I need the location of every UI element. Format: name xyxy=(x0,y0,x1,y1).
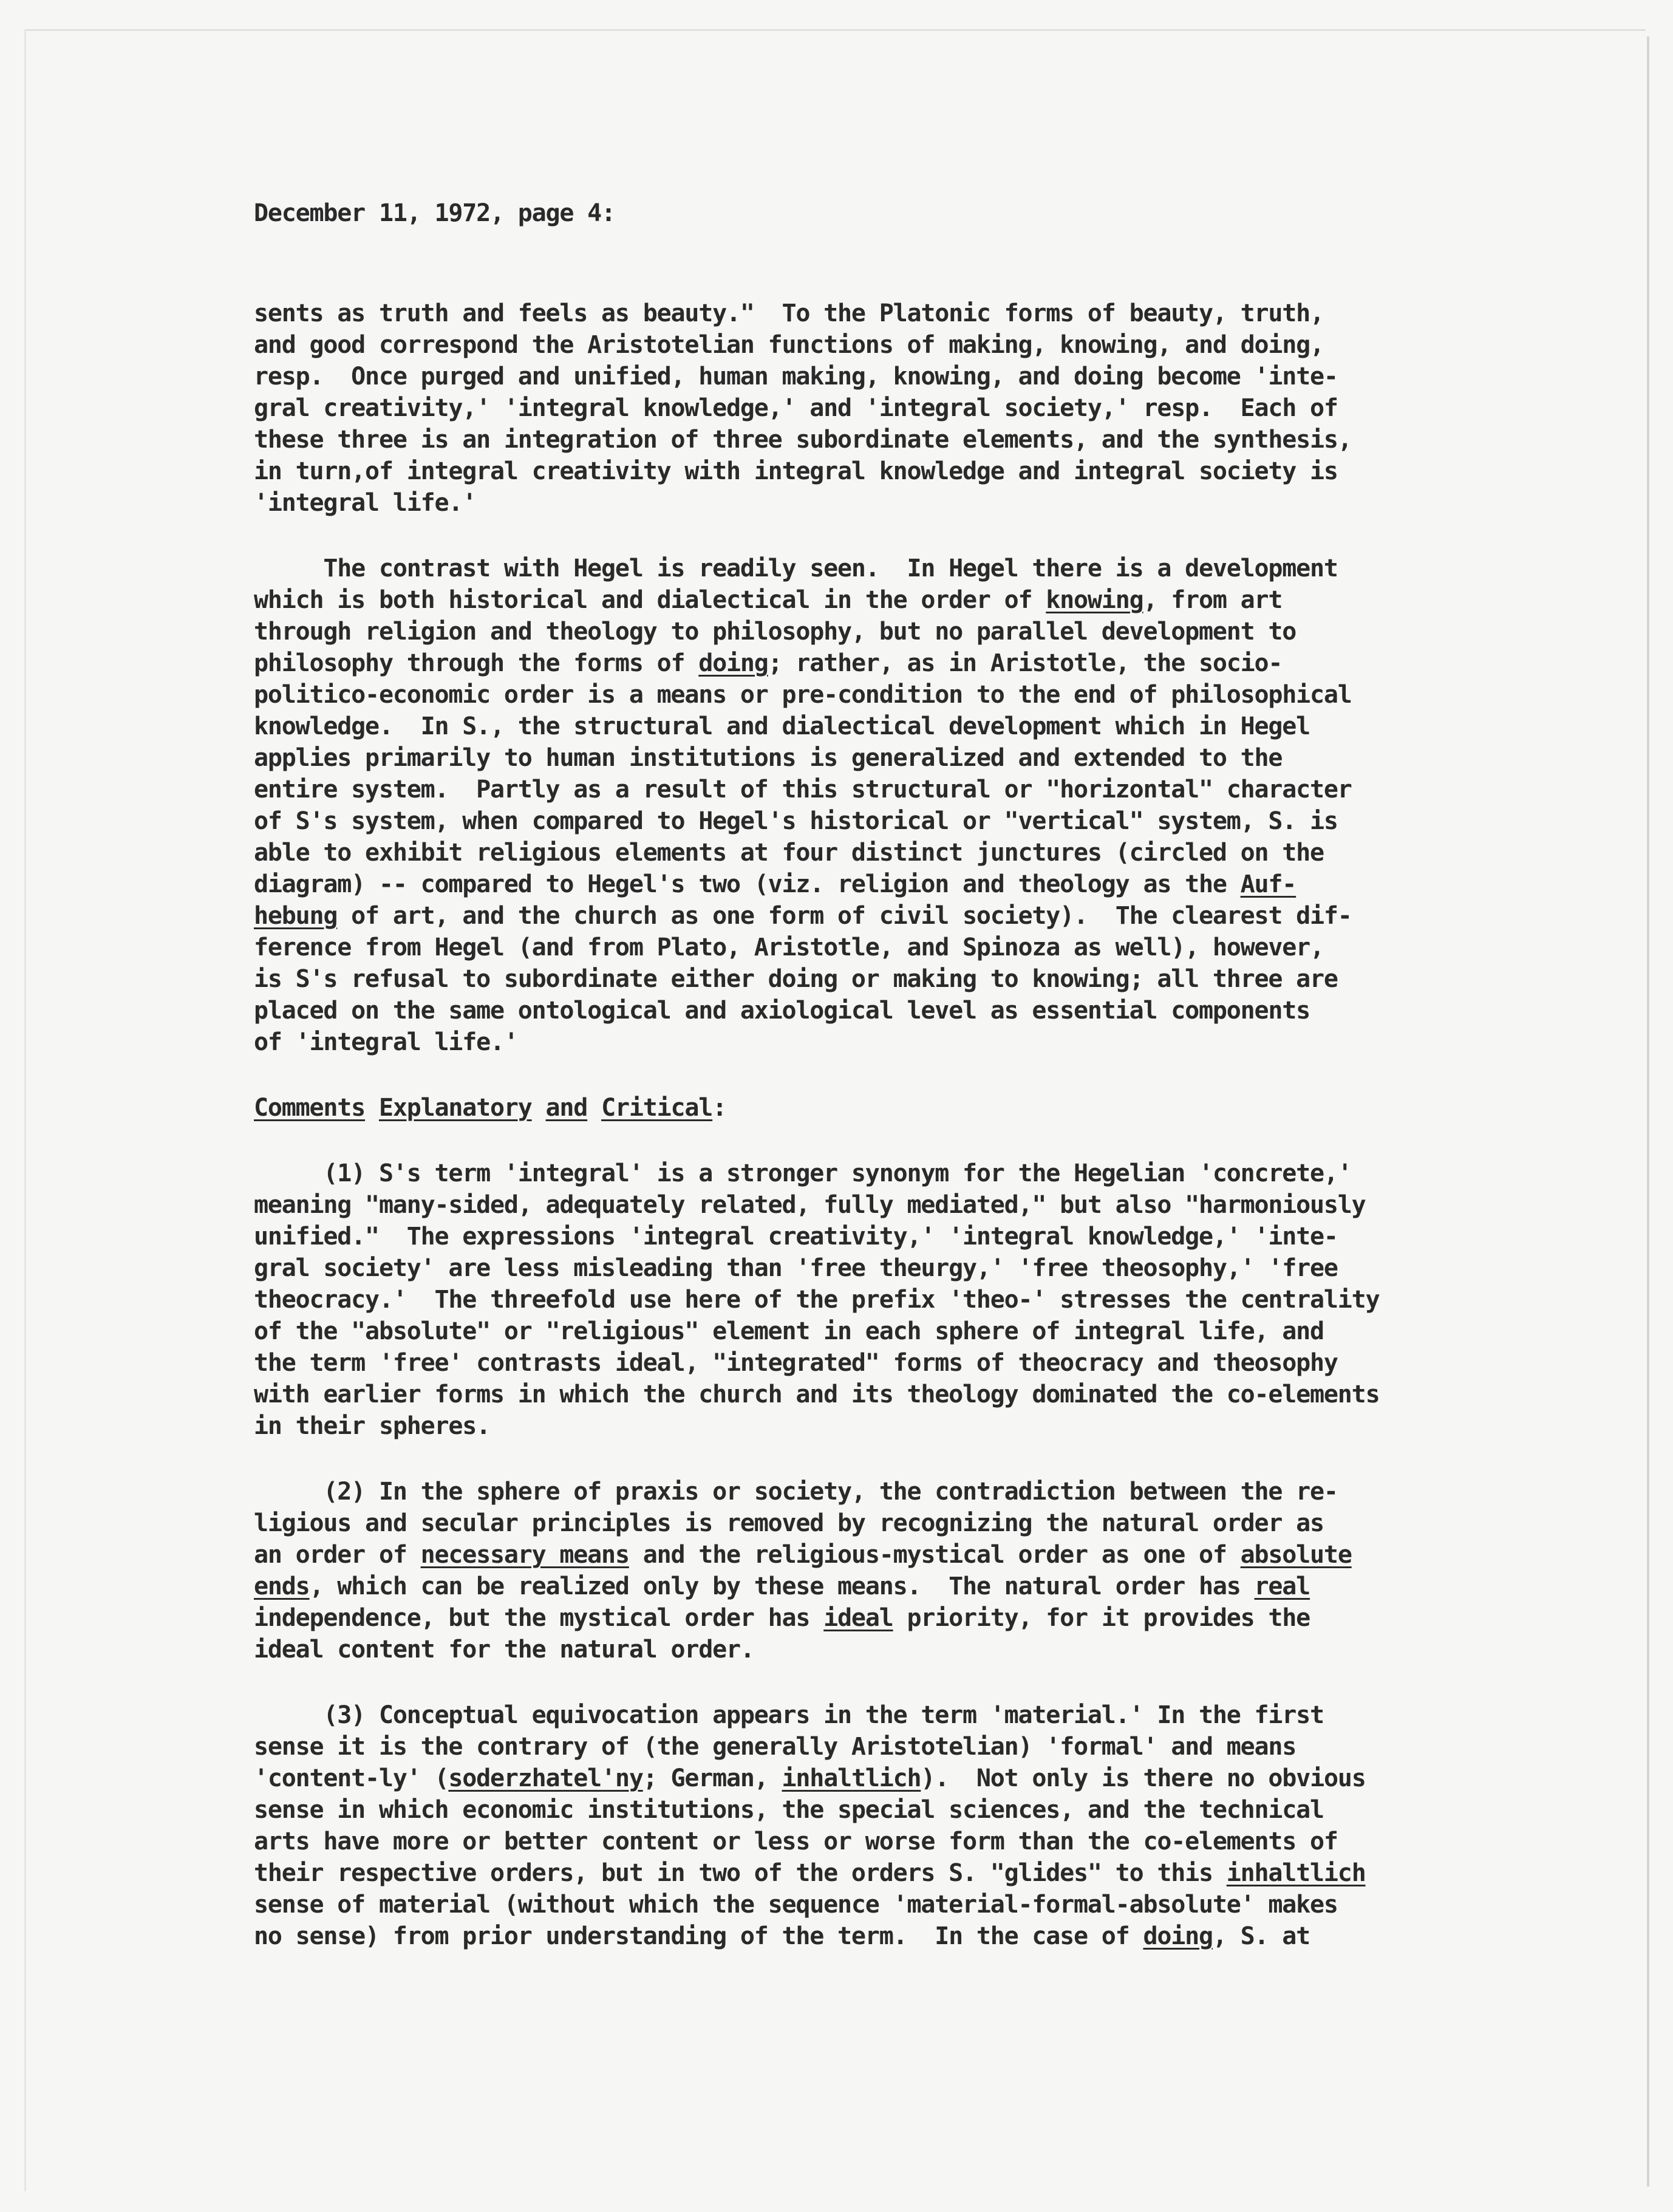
text-run: sense it is the contrary of (the generally Aristotelian) 'formal' and means xyxy=(254,1733,1296,1761)
underlined-text: ideal xyxy=(823,1604,893,1632)
text-line xyxy=(254,1699,1553,1731)
underlined-text: ends xyxy=(254,1572,310,1600)
text-line xyxy=(254,742,1553,774)
text-run: these three is an integration of three subordinate elements, and the synthesis, xyxy=(254,426,1352,454)
text-run: priority, for it provides the xyxy=(893,1604,1310,1632)
text-run: is S's refusal to subordinate either doing or making to knowing; all three are xyxy=(254,965,1338,993)
text-line xyxy=(254,995,1553,1026)
text-run: gral society' are less misleading than 'free theurgy,' 'free theosophy,' 'free xyxy=(254,1254,1338,1282)
text-run: no sense) from prior understanding of the term. In the case of xyxy=(254,1922,1143,1950)
underlined-text: doing xyxy=(698,649,768,677)
text-line xyxy=(254,1379,1553,1410)
text-run: able to exhibit religious elements at four distinct junctures (circled on the xyxy=(254,839,1324,867)
text-line xyxy=(254,329,1553,361)
page-edge-left xyxy=(24,29,26,2191)
text-run: (1) S's term 'integral' is a stronger synonym for the Hegelian 'concrete,' xyxy=(254,1159,1352,1187)
underlined-text: inhaltlich xyxy=(1226,1859,1366,1887)
text-run: and the religious-mystical order as one of xyxy=(629,1541,1241,1569)
text-run: (3) Conceptual equivocation appears in the term 'material.' In the first xyxy=(254,1701,1324,1729)
text-line xyxy=(254,900,1553,932)
text-line xyxy=(254,361,1553,392)
text-line xyxy=(254,1634,1553,1665)
underlined-text: hebung xyxy=(254,902,338,930)
text-line xyxy=(254,1026,1553,1058)
text-line xyxy=(254,1920,1553,1952)
text-run: an order of xyxy=(254,1541,421,1569)
text-line xyxy=(254,932,1553,963)
text-run: philosophy through the forms of xyxy=(254,649,699,677)
text-run: in turn,of integral creativity with integral knowledge and integral society is xyxy=(254,457,1338,485)
text-run: independence, but the mystical order has xyxy=(254,1604,824,1632)
paragraph xyxy=(254,298,1553,519)
text-run: sense of material (without which the sequence 'material-formal-absolute' makes xyxy=(254,1891,1338,1919)
underlined-text: doing xyxy=(1143,1922,1213,1950)
text-run: ideal content for the natural order. xyxy=(254,1636,754,1664)
text-line xyxy=(254,487,1553,519)
text-line xyxy=(254,424,1553,456)
text-line xyxy=(254,1794,1553,1826)
text-run: 'integral life.' xyxy=(254,489,477,517)
text-run: ; German, xyxy=(642,1764,782,1792)
underlined-text: soderzhatel'ny xyxy=(448,1764,643,1792)
text-line xyxy=(254,456,1553,487)
text-line xyxy=(254,1252,1553,1284)
text-line xyxy=(254,1826,1553,1857)
text-run: of 'integral life.' xyxy=(254,1028,518,1056)
text-run: and good correspond the Aristotelian functions of making, knowing, and doing, xyxy=(254,331,1324,359)
underlined-text: Critical xyxy=(601,1094,713,1122)
text-run: of art, and the church as one form of civil society). The clearest dif- xyxy=(337,902,1352,930)
paragraph xyxy=(254,553,1553,1058)
paragraph xyxy=(254,1158,1553,1442)
text-line xyxy=(254,1476,1553,1507)
underlined-text: Comments xyxy=(254,1094,366,1122)
page-edge-top xyxy=(24,29,1646,31)
text-line xyxy=(254,647,1553,679)
text-run: placed on the same ontological and axiological level as essential components xyxy=(254,997,1310,1025)
text-line xyxy=(254,298,1553,329)
text-run: arts have more or better content or less or worse form than the co-elements of xyxy=(254,1828,1338,1855)
text-run xyxy=(587,1094,601,1122)
page-header: December 11, 1972, page 4: xyxy=(254,199,615,227)
text-run: , which can be realized only by these means. The natural order has xyxy=(309,1572,1255,1600)
text-run: of the "absolute" or "religious" element in each sphere of integral life, and xyxy=(254,1317,1324,1345)
text-run xyxy=(365,1094,379,1122)
text-run: sents as truth and feels as beauty." To the Platonic forms of beauty, truth, xyxy=(254,299,1324,327)
text-run: in their spheres. xyxy=(254,1412,490,1440)
text-run: unified." The expressions 'integral creativity,' 'integral knowledge,' 'inte- xyxy=(254,1223,1338,1251)
text-line xyxy=(254,711,1553,742)
paragraph-gap xyxy=(254,519,1553,553)
text-run xyxy=(532,1094,546,1122)
paragraph-gap xyxy=(254,1124,1553,1158)
text-line xyxy=(254,1571,1553,1602)
text-run: : xyxy=(712,1094,727,1122)
paragraph-gap xyxy=(254,1442,1553,1476)
text-run: ference from Hegel (and from Plato, Aristotle, and Spinoza as well), however, xyxy=(254,934,1324,961)
underlined-text: real xyxy=(1254,1572,1310,1600)
text-line xyxy=(254,1602,1553,1634)
document-body xyxy=(254,298,1553,1952)
text-run: entire system. Partly as a result of this structural or "horizontal" character xyxy=(254,776,1352,804)
text-line xyxy=(254,1507,1553,1539)
text-line xyxy=(254,679,1553,711)
text-line xyxy=(254,616,1553,647)
paragraph xyxy=(254,1699,1553,1952)
text-line xyxy=(254,1731,1553,1763)
text-line xyxy=(254,1857,1553,1889)
text-run: their respective orders, but in two of the orders S. "glides" to this xyxy=(254,1859,1227,1887)
text-line xyxy=(254,1284,1553,1316)
text-run: , S. at xyxy=(1212,1922,1310,1950)
paragraph-gap xyxy=(254,1058,1553,1092)
text-run: resp. Once purged and unified, human making, knowing, and doing become 'inte- xyxy=(254,363,1338,391)
text-line xyxy=(254,774,1553,805)
text-run: the term 'free' contrasts ideal, "integrated" forms of theocracy and theosophy xyxy=(254,1349,1338,1377)
text-line xyxy=(254,392,1553,424)
text-line xyxy=(254,1410,1553,1442)
text-run: of S's system, when compared to Hegel's historical or "vertical" system, S. is xyxy=(254,807,1338,835)
text-line xyxy=(254,1158,1553,1189)
text-line xyxy=(254,869,1553,900)
text-run: ). Not only is there no obvious xyxy=(921,1764,1366,1792)
text-line xyxy=(254,553,1553,584)
text-line xyxy=(254,1189,1553,1221)
text-run: sense in which economic institutions, the special sciences, and the technical xyxy=(254,1796,1324,1824)
text-run: theocracy.' The threefold use here of the prefix 'theo-' stresses the centrality xyxy=(254,1286,1380,1314)
underlined-text: inhaltlich xyxy=(782,1764,921,1792)
text-run: gral creativity,' 'integral knowledge,' and 'integral society,' resp. Each of xyxy=(254,394,1338,422)
text-line xyxy=(254,1221,1553,1252)
page-edge-right xyxy=(1647,36,1649,2186)
underlined-text: knowing xyxy=(1046,586,1143,614)
text-run: , from art xyxy=(1143,586,1283,614)
text-line xyxy=(254,1092,1553,1124)
text-line xyxy=(254,805,1553,837)
paragraph xyxy=(254,1476,1553,1665)
underlined-text: Auf- xyxy=(1240,870,1296,898)
text-run: knowledge. In S., the structural and dialectical development which in Hegel xyxy=(254,712,1310,740)
text-run: with earlier forms in which the church and its theology dominated the co-elements xyxy=(254,1381,1380,1408)
underlined-text: and xyxy=(545,1094,588,1122)
text-line xyxy=(254,1763,1553,1794)
text-line xyxy=(254,837,1553,869)
text-run: applies primarily to human institutions is generalized and extended to the xyxy=(254,744,1283,772)
text-line xyxy=(254,1316,1553,1347)
text-run: 'content-ly' ( xyxy=(254,1764,449,1792)
paragraph-gap xyxy=(254,1665,1553,1699)
text-run: ligious and secular principles is removed by recognizing the natural order as xyxy=(254,1509,1324,1537)
text-line xyxy=(254,1889,1553,1920)
underlined-text: absolute xyxy=(1240,1541,1352,1569)
text-line xyxy=(254,963,1553,995)
text-run: The contrast with Hegel is readily seen. In Hegel there is a development xyxy=(254,555,1338,582)
underlined-text: necessary means xyxy=(420,1541,629,1569)
section-heading xyxy=(254,1092,1553,1124)
text-run: meaning "many-sided, adequately related, fully mediated," but also "harmoniously xyxy=(254,1191,1366,1219)
text-run: diagram) -- compared to Hegel's two (viz. religion and theology as the xyxy=(254,870,1241,898)
text-line xyxy=(254,584,1553,616)
text-run: ; rather, as in Aristotle, the socio- xyxy=(768,649,1283,677)
text-run: politico-economic order is a means or pre-condition to the end of philosophical xyxy=(254,681,1352,709)
text-line xyxy=(254,1539,1553,1571)
text-line xyxy=(254,1347,1553,1379)
text-run: (2) In the sphere of praxis or society, the contradiction between the re- xyxy=(254,1478,1338,1506)
text-run: through religion and theology to philosophy, but no parallel development to xyxy=(254,618,1296,646)
underlined-text: Explanatory xyxy=(378,1094,532,1122)
text-run: which is both historical and dialectical in the order of xyxy=(254,586,1046,614)
